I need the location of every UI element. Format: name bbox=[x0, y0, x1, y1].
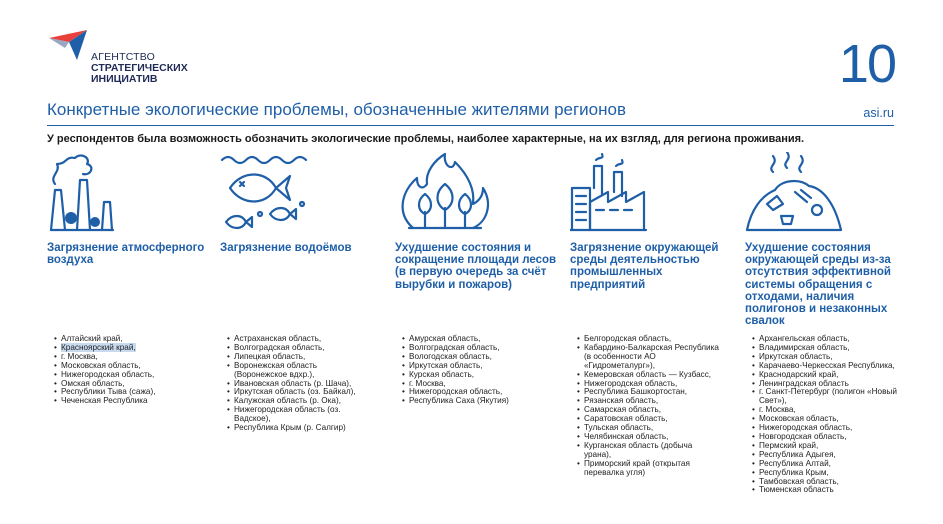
asi-logo bbox=[47, 28, 217, 88]
list-item: • Пермский край, bbox=[745, 442, 905, 451]
list-item: • Карачаево-Черкесская Республика, bbox=[745, 362, 905, 371]
column-title: Загрязнение водоёмов bbox=[220, 242, 352, 254]
list-item: • Воронежская область (Воронежское вдхр.), bbox=[220, 362, 370, 380]
list-item: • Кабардино-Балкарская Республика (в особенности АО «Гидрометалург»), bbox=[570, 344, 720, 371]
column-title: Ухудшение состояния и сокращение площади лесов (в первую очередь за счёт вырубки и пожаров) bbox=[395, 242, 557, 291]
list-item: • Иркутская область, bbox=[745, 353, 905, 362]
list-item: • Приморский край (открытая перевалка угля) bbox=[570, 460, 720, 478]
list-item: • Иркутская область, bbox=[395, 362, 555, 371]
list-item: • Нижегородская область, bbox=[745, 424, 905, 433]
list-item: • Алтайский край, bbox=[47, 335, 217, 344]
list-item: • Вологодская область, bbox=[395, 353, 555, 362]
region-list bbox=[395, 335, 555, 406]
intro-text: У респондентов была возможность обозначить экологические проблемы, наиболее характерные, на их взгляд, для региона проживания. bbox=[47, 133, 805, 145]
region-list bbox=[47, 335, 217, 406]
list-item: • Нижегородская область, bbox=[570, 380, 720, 389]
region-list bbox=[220, 335, 370, 433]
region-list bbox=[745, 335, 905, 495]
title-divider bbox=[47, 125, 894, 126]
list-item: • Владимирская область, bbox=[745, 344, 905, 353]
list-item: • Архангельская область, bbox=[745, 335, 905, 344]
list-item: • Иркутская область (оз. Байкал), bbox=[220, 388, 370, 397]
list-item: • Липецкая область, bbox=[220, 353, 370, 362]
list-item: • Амурская область, bbox=[395, 335, 555, 344]
list-item: • Республика Башкортостан, bbox=[570, 388, 720, 397]
list-item: • Рязанская область, bbox=[570, 397, 720, 406]
waste-dump-icon bbox=[745, 152, 845, 234]
list-item: • Челябинская область, bbox=[570, 433, 720, 442]
forest-fire-icon bbox=[395, 152, 495, 234]
region-list bbox=[570, 335, 720, 478]
logo-line-3: ИНИЦИАТИВ bbox=[91, 73, 158, 85]
list-item: • Республика Алтай, bbox=[745, 460, 905, 469]
list-item: • Омская область, bbox=[47, 380, 217, 389]
list-item: • Республика Крым, bbox=[745, 469, 905, 478]
list-item: • Московская область, bbox=[745, 415, 905, 424]
industrial-plant-icon bbox=[570, 152, 670, 234]
page-number: 10 bbox=[838, 34, 895, 94]
logo-line-1: АГЕНТСТВО bbox=[91, 51, 155, 63]
list-item: • Республика Адыгея, bbox=[745, 451, 905, 460]
list-item: • г. Санкт-Петербург (полигон «Новый Свет»), bbox=[745, 388, 905, 406]
asi-logo-mark-icon bbox=[47, 28, 91, 62]
logo-line-2: СТРАТЕГИЧЕСКИХ bbox=[91, 62, 188, 74]
list-item: • Астраханская область, bbox=[220, 335, 370, 344]
list-item: • Волгоградская область, bbox=[220, 344, 370, 353]
site-link[interactable]: asi.ru bbox=[863, 106, 894, 120]
column-title: Загрязнение окружающей среды деятельностью промышленных предприятий bbox=[570, 242, 719, 291]
list-item: • Республики Тыва (сажа), bbox=[47, 388, 217, 397]
list-item: • Нижегородская область, bbox=[47, 371, 217, 380]
list-item: • Курская область, bbox=[395, 371, 555, 380]
list-item: • Тамбовская область, bbox=[745, 478, 905, 487]
list-item: • Тульская область, bbox=[570, 424, 720, 433]
page-title: Конкретные экологические проблемы, обозначенные жителями регионов bbox=[47, 100, 627, 119]
list-item: • Московская область, bbox=[47, 362, 217, 371]
list-item: • Саратовская область, bbox=[570, 415, 720, 424]
list-item: • г. Москва, bbox=[745, 406, 905, 415]
list-item: • Ивановская область (р. Шача), bbox=[220, 380, 370, 389]
column-title: Загрязнение атмосферного воздуха bbox=[47, 242, 205, 267]
list-item: • Нижегородская область, bbox=[395, 388, 555, 397]
list-item: • Курганская область (добыча урана), bbox=[570, 442, 720, 460]
list-item: • Волгоградская область, bbox=[395, 344, 555, 353]
list-item: • Нижегородская область (оз. Вадское), bbox=[220, 406, 370, 424]
list-item: • Чеченская Республика bbox=[47, 397, 217, 406]
list-item: • Республика Саха (Якутия) bbox=[395, 397, 555, 406]
list-item: • Калужская область (р. Ока), bbox=[220, 397, 370, 406]
list-item: • Краснодарский край, bbox=[745, 371, 905, 380]
list-item: • Красноярский край, bbox=[47, 344, 217, 353]
fish-water-icon bbox=[220, 152, 320, 234]
list-item: • Новгородская область, bbox=[745, 433, 905, 442]
list-item: • Тюменская область bbox=[745, 486, 905, 495]
factory-smoke-icon bbox=[47, 152, 147, 234]
list-item: • г. Москва, bbox=[395, 380, 555, 389]
list-item: • Белгородская область, bbox=[570, 335, 720, 344]
list-item: • Кемеровская область — Кузбасс, bbox=[570, 371, 720, 380]
list-item: • Республика Крым (р. Салгир) bbox=[220, 424, 370, 433]
column-title: Ухудшение состояния окружающей среды из-за отсутствия эффективной системы обращения с отходами, наличия полигонов и незаконных свалок bbox=[745, 242, 891, 328]
list-item: • г. Москва, bbox=[47, 353, 217, 362]
list-item: • Ленинградская область bbox=[745, 380, 905, 389]
list-item: • Самарская область, bbox=[570, 406, 720, 415]
